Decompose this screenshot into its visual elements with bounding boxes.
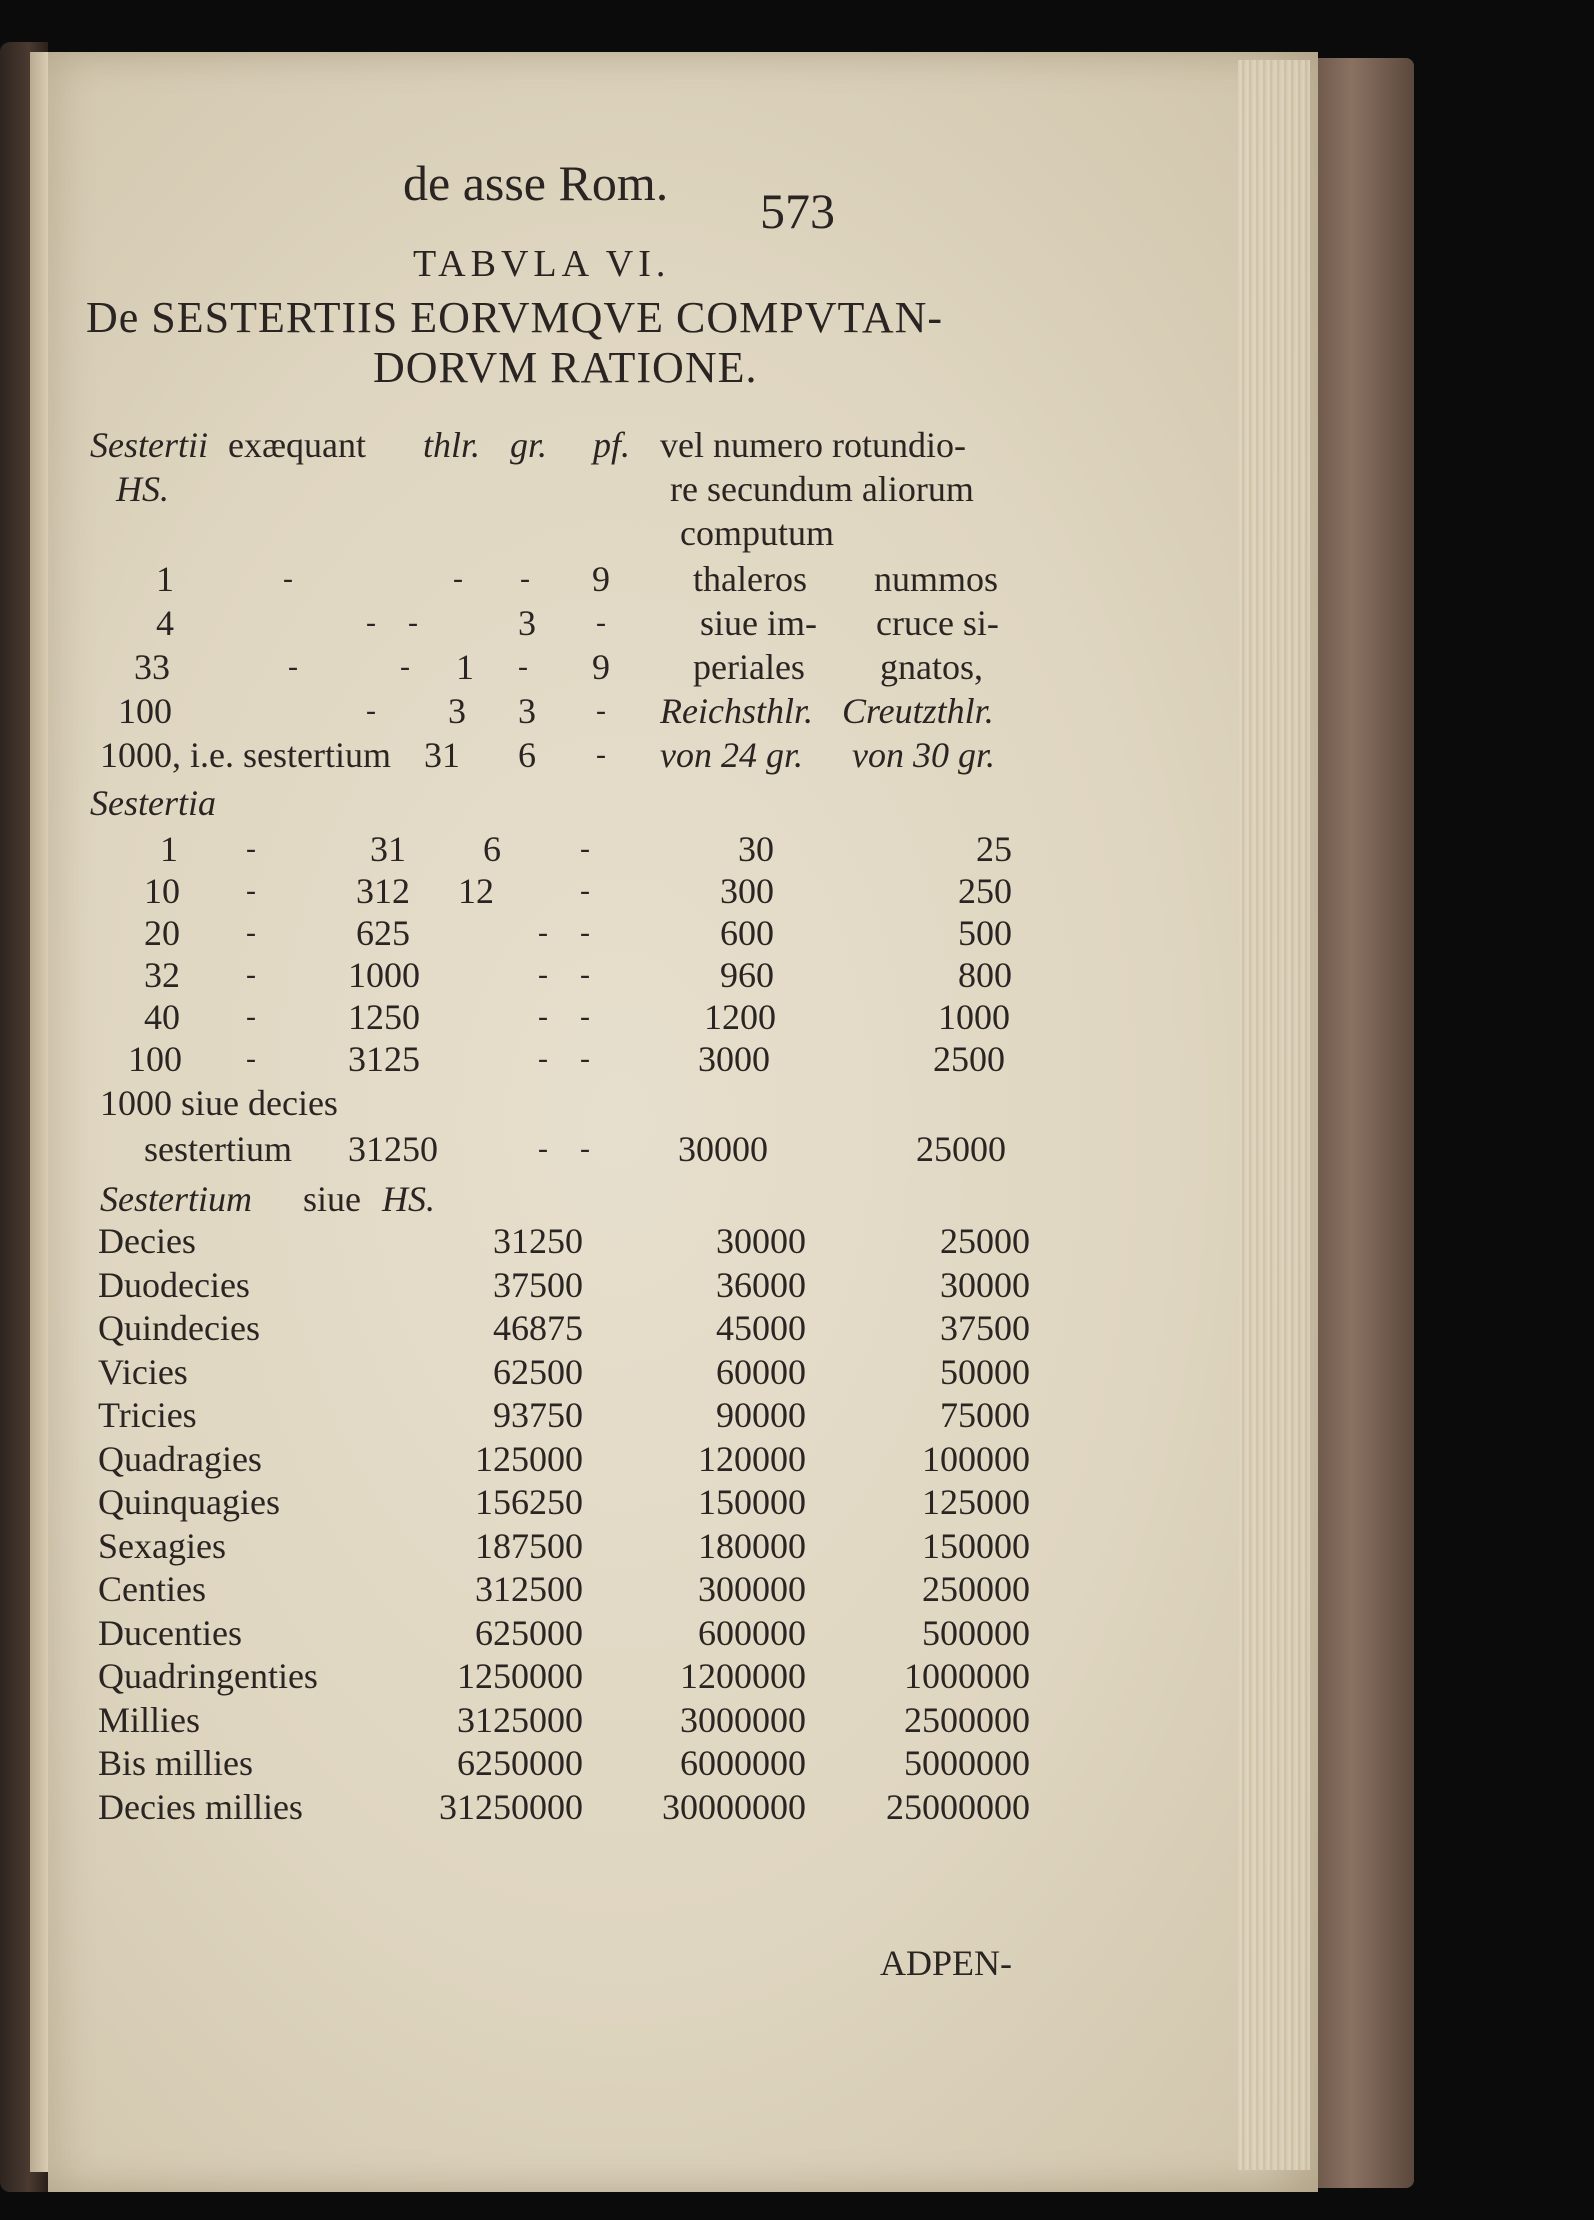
gr-value: - — [520, 562, 530, 595]
pf-value: - — [580, 874, 590, 907]
thlr-value: 625 — [356, 913, 410, 953]
note-col-1: 960 — [720, 955, 774, 995]
thlr-value: 6250000 — [457, 1743, 583, 1783]
decies-col-2: 25000 — [916, 1129, 1006, 1169]
note-col-2: Creutzthlr. — [842, 691, 994, 731]
dash: - — [366, 606, 376, 639]
row-count: 1 — [156, 559, 174, 599]
pf-value: - — [580, 1000, 590, 1033]
sestertium-name: Centies — [98, 1569, 206, 1609]
gr-value: 1 — [456, 647, 474, 687]
note-col-2: nummos — [874, 559, 999, 599]
col-header-gr: gr. — [510, 425, 548, 465]
note-col-2: 500000 — [922, 1613, 1030, 1653]
gr-value: - — [538, 958, 548, 991]
note-col-1: 3000 — [698, 1039, 770, 1079]
note-col-1: 600000 — [698, 1613, 806, 1653]
note-col-2: 30000 — [940, 1265, 1030, 1305]
pf-value: 9 — [592, 647, 610, 687]
row-count: 10 — [144, 871, 180, 911]
thlr-value: 3125 — [348, 1039, 420, 1079]
thlr-value: 62500 — [493, 1352, 583, 1392]
note-col-2: 37500 — [940, 1308, 1030, 1348]
note-col-2: 2500000 — [904, 1700, 1030, 1740]
row-count: 100 — [118, 691, 172, 731]
note-col-2: 25000 — [940, 1221, 1030, 1261]
book-cover-right — [1310, 58, 1414, 2188]
note-col-1: 3000000 — [680, 1700, 806, 1740]
pf-value: - — [580, 1042, 590, 1075]
pf-value: - — [580, 958, 590, 991]
gr-value: - — [538, 1042, 548, 1075]
note-col-1: 90000 — [716, 1395, 806, 1435]
gr-value: - — [538, 916, 548, 949]
gr-value: 12 — [458, 871, 494, 911]
gr-value: 6 — [483, 829, 501, 869]
col-header-thlr: thlr. — [423, 425, 481, 465]
note-col-2: 75000 — [940, 1395, 1030, 1435]
gr-value: 3 — [518, 603, 536, 643]
pf-value: - — [596, 606, 606, 639]
row-count: 33 — [134, 647, 170, 687]
note-col-1: 1200000 — [680, 1656, 806, 1696]
thlr-value: - — [453, 562, 463, 595]
note-col-1: von 24 gr. — [660, 735, 803, 775]
note-col-2: 125000 — [922, 1482, 1030, 1522]
note-col-2: 25000000 — [886, 1787, 1030, 1827]
note-col-1: siue im- — [700, 603, 817, 643]
thlr-value: 125000 — [475, 1439, 583, 1479]
title-line-1: De SESTERTIIS EORVMQVE COMPVTAN- — [86, 293, 944, 342]
thlr-value: 3 — [448, 691, 466, 731]
thlr-value: 3125000 — [457, 1700, 583, 1740]
note-col-2: gnatos, — [880, 647, 983, 687]
facing-page-edge — [30, 52, 48, 2172]
gr-value: 6 — [518, 735, 536, 775]
pf-value: - — [580, 916, 590, 949]
sestertium-name: Sexagies — [98, 1526, 226, 1566]
note-col-1: Reichsthlr. — [660, 691, 813, 731]
sestertium-name: Quindecies — [98, 1308, 260, 1348]
note-col-1: 300 — [720, 871, 774, 911]
dash: - — [366, 694, 376, 727]
thlr-value: - — [408, 606, 418, 639]
note-col-2: 500 — [958, 913, 1012, 953]
row-count: 32 — [144, 955, 180, 995]
note-col-1: 30000 — [716, 1221, 806, 1261]
sestertium-name: Decies — [98, 1221, 196, 1261]
row-count: 100 — [128, 1039, 182, 1079]
dash: - — [246, 1000, 256, 1033]
note-col-2: 50000 — [940, 1352, 1030, 1392]
pf-value: - — [596, 694, 606, 727]
section-label-sestertium: Sestertium — [100, 1179, 252, 1219]
thlr-value: 156250 — [475, 1482, 583, 1522]
thlr-value: 1250000 — [457, 1656, 583, 1696]
thlr-value: 1250 — [348, 997, 420, 1037]
note-col-1: 6000000 — [680, 1743, 806, 1783]
note-col-2: 100000 — [922, 1439, 1030, 1479]
sestertium-name: Quadringenties — [98, 1656, 318, 1696]
note-col-1: thaleros — [693, 559, 807, 599]
dash: - — [246, 874, 256, 907]
note-col-2: 250000 — [922, 1569, 1030, 1609]
sestertium-name: Tricies — [98, 1395, 197, 1435]
thlr-value: 1000 — [348, 955, 420, 995]
note-col-1: 30000000 — [662, 1787, 806, 1827]
dash: - — [246, 958, 256, 991]
decies-thlr: 31250 — [348, 1129, 438, 1169]
thlr-value: - — [400, 650, 410, 683]
note-col-1: 60000 — [716, 1352, 806, 1392]
sestertium-name: Quinquagies — [98, 1482, 280, 1522]
sestertium-name: Duodecies — [98, 1265, 250, 1305]
sestertium-name: Vicies — [98, 1352, 188, 1392]
section-label-siue: siue — [303, 1179, 361, 1219]
col-header-note-1: vel numero rotundio- — [660, 425, 966, 465]
gr-value: - — [538, 1000, 548, 1033]
title-line-2: DORVM RATIONE. — [373, 343, 758, 392]
page-number: 573 — [760, 183, 835, 239]
note-col-2: 2500 — [933, 1039, 1005, 1079]
note-col-1: 180000 — [698, 1526, 806, 1566]
thlr-value: 37500 — [493, 1265, 583, 1305]
note-col-1: 600 — [720, 913, 774, 953]
thlr-value: 625000 — [475, 1613, 583, 1653]
running-head: de asse Rom. — [403, 155, 669, 211]
thlr-value: 31250 — [493, 1221, 583, 1261]
note-col-1: 36000 — [716, 1265, 806, 1305]
col-header-hs: HS. — [116, 469, 169, 509]
dash: - — [288, 650, 298, 683]
decies-label-1: 1000 siue decies — [100, 1083, 338, 1123]
note-col-2: 1000 — [938, 997, 1010, 1037]
row-count: 40 — [144, 997, 180, 1037]
page-edges — [1238, 60, 1310, 2170]
note-col-1: 120000 — [698, 1439, 806, 1479]
col-header-sestertii: Sestertii — [90, 425, 208, 465]
thlr-value: 31 — [424, 735, 460, 775]
thlr-value: 312500 — [475, 1569, 583, 1609]
dash: - — [246, 832, 256, 865]
note-col-1: periales — [693, 647, 805, 687]
dash: - — [283, 562, 293, 595]
section-label-sestertia: Sestertia — [90, 783, 216, 823]
sestertium-name: Ducenties — [98, 1613, 242, 1653]
dash: - — [518, 650, 528, 683]
table-label: TABVLA VI. — [413, 243, 671, 285]
note-col-1: 1200 — [704, 997, 776, 1037]
pf-value: - — [596, 738, 606, 771]
note-col-2: von 30 gr. — [852, 735, 995, 775]
sestertium-name: Decies millies — [98, 1787, 303, 1827]
col-header-pf: pf. — [593, 425, 631, 465]
thlr-value: 31 — [370, 829, 406, 869]
note-col-2: cruce si- — [876, 603, 999, 643]
note-col-1: 300000 — [698, 1569, 806, 1609]
thlr-value: 93750 — [493, 1395, 583, 1435]
sestertium-name: Quadragies — [98, 1439, 262, 1479]
row-count: 20 — [144, 913, 180, 953]
note-col-2: 25 — [976, 829, 1012, 869]
note-col-1: 150000 — [698, 1482, 806, 1522]
note-col-1: 45000 — [716, 1308, 806, 1348]
gr-value: 3 — [518, 691, 536, 731]
note-col-2: 5000000 — [904, 1743, 1030, 1783]
sestertium-name: Bis millies — [98, 1743, 254, 1783]
thlr-value: 31250000 — [439, 1787, 583, 1827]
section-label-hs: HS. — [382, 1179, 435, 1219]
col-header-note-2: re secundum aliorum — [670, 469, 974, 509]
catchword: ADPEN- — [880, 1943, 1012, 1983]
col-header-exaequant: exæquant — [228, 425, 366, 465]
note-col-2: 800 — [958, 955, 1012, 995]
pf-value: - — [580, 832, 590, 865]
book-page — [48, 52, 1318, 2192]
thlr-value: 187500 — [475, 1526, 583, 1566]
note-col-1: 30 — [738, 829, 774, 869]
thlr-value: 312 — [356, 871, 410, 911]
thlr-value: 46875 — [493, 1308, 583, 1348]
row-count: 1000, i.e. sestertium — [100, 735, 391, 775]
note-col-2: 150000 — [922, 1526, 1030, 1566]
note-col-2: 250 — [958, 871, 1012, 911]
decies-gr: - — [538, 1132, 548, 1165]
row-count: 4 — [156, 603, 174, 643]
decies-col-1: 30000 — [678, 1129, 768, 1169]
dash: - — [246, 916, 256, 949]
col-header-note-3: computum — [680, 513, 834, 553]
decies-label-2: sestertium — [144, 1129, 292, 1169]
row-count: 1 — [160, 829, 178, 869]
note-col-2: 1000000 — [904, 1656, 1030, 1696]
dash: - — [246, 1042, 256, 1075]
sestertium-name: Millies — [98, 1700, 201, 1740]
pf-value: 9 — [592, 559, 610, 599]
decies-pf: - — [580, 1132, 590, 1165]
